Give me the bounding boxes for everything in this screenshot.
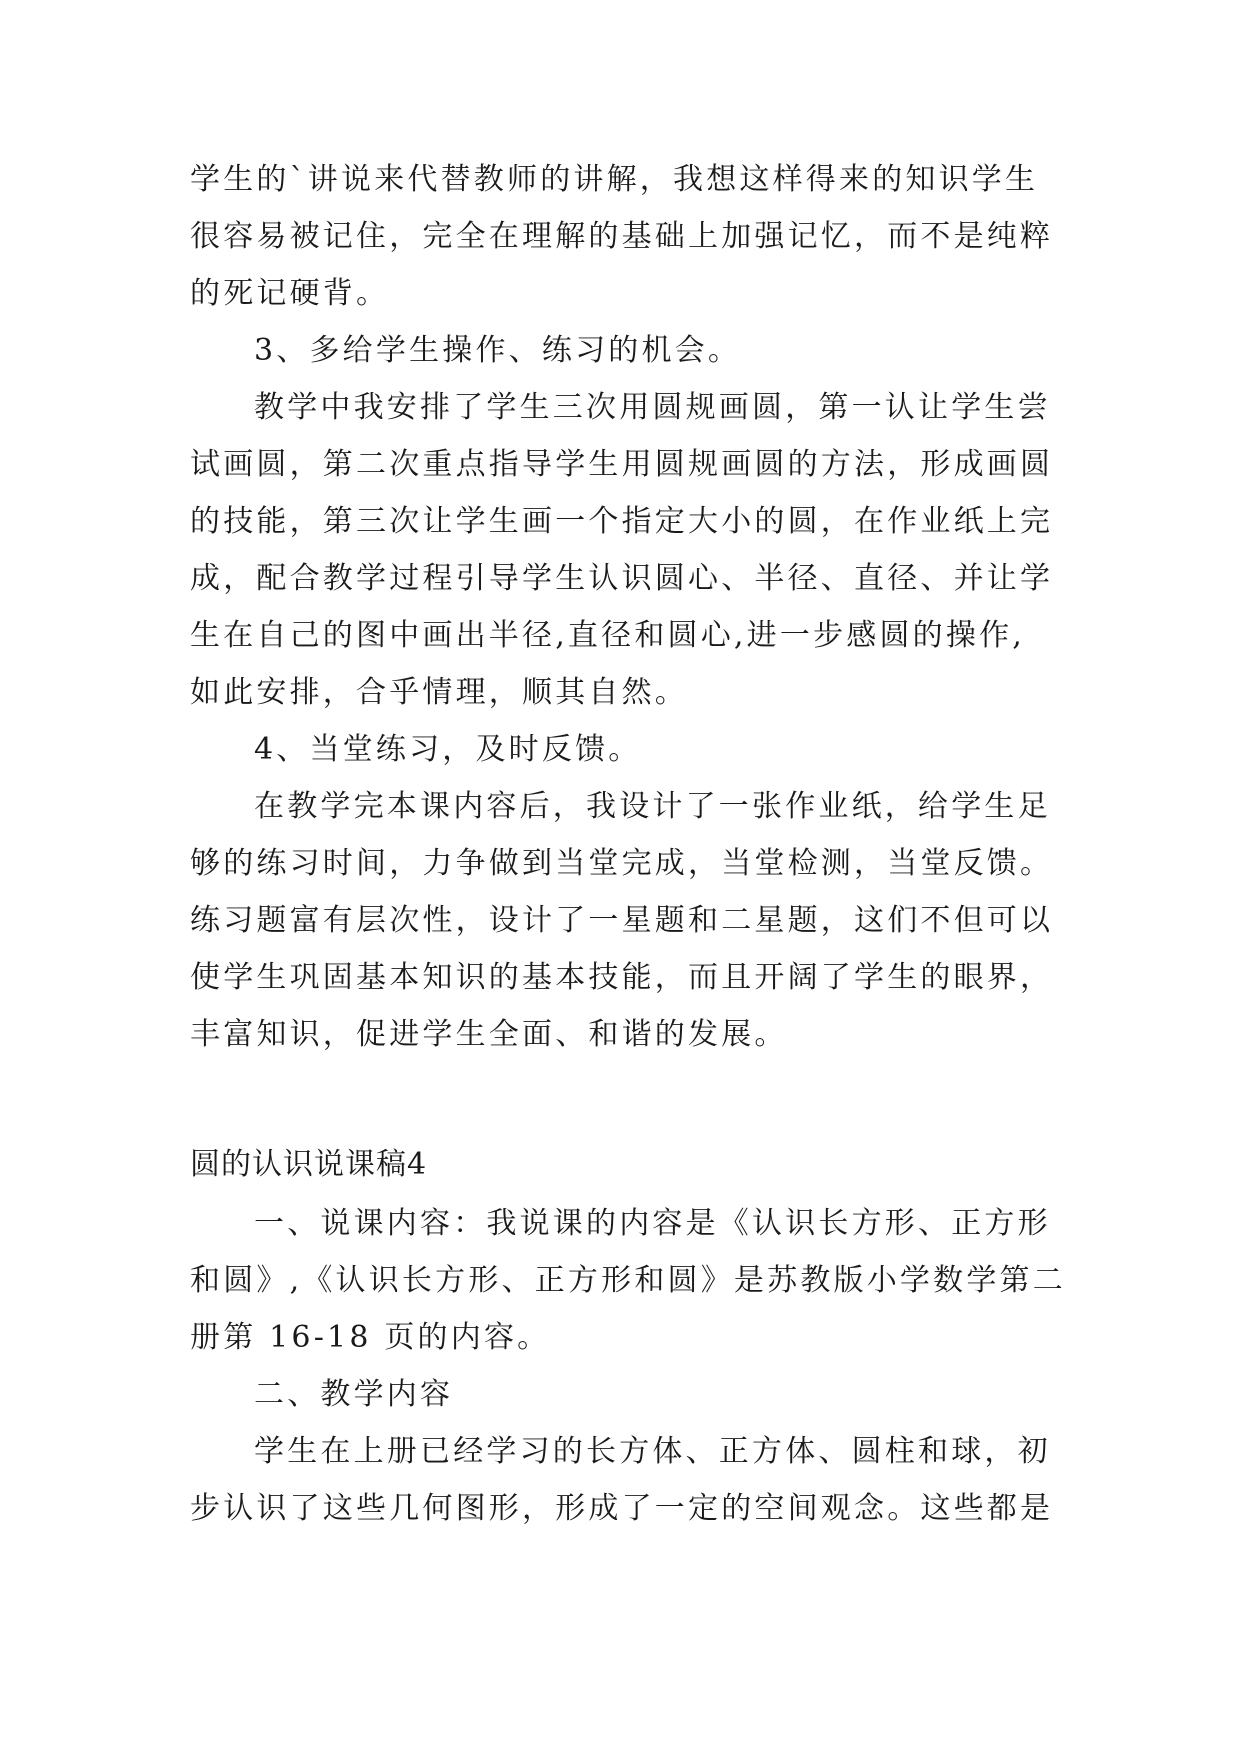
text-line: 步认识了这些几何图形，形成了一定的空间观念。这些都是 bbox=[190, 1491, 1054, 1526]
text-line: 成，配合教学过程引导学生认识圆心、半径、直径、并让学 bbox=[190, 561, 1054, 596]
text-line: 生在自己的图中画出半径,直径和圆心,进一步感圆的操作, bbox=[190, 618, 1026, 653]
text-line: 如此安排，合乎情理，顺其自然。 bbox=[190, 675, 688, 710]
text-line: 一、说课内容：我说课的内容是《认识长方形、正方形 bbox=[254, 1206, 1051, 1241]
text-line: 丰富知识，促进学生全面、和谐的发展。 bbox=[190, 1017, 788, 1052]
text-line: 教学中我安排了学生三次用圆规画圆，第一认让学生尝 bbox=[254, 390, 1051, 425]
text-line: 练习题富有层次性，设计了一星题和二星题，这们不但可以 bbox=[190, 903, 1054, 938]
list-item-heading: 4、当堂练习，及时反馈。 bbox=[254, 732, 642, 767]
text-line: 试画圆，第二次重点指导学生用圆规画圆的方法，形成画圆 bbox=[190, 447, 1054, 482]
list-item-heading: 3、多给学生操作、练习的机会。 bbox=[254, 333, 742, 368]
text-line: 学生的`讲说来代替教师的讲解，我想这样得来的知识学生 bbox=[190, 162, 1039, 197]
text-line: 的死记硬背。 bbox=[190, 276, 390, 311]
text-line: 使学生巩固基本知识的基本技能，而且开阔了学生的眼界， bbox=[190, 960, 1054, 995]
text-line: 册第 16-18 页的内容。 bbox=[190, 1320, 551, 1355]
text-line: 和圆》,《认识长方形、正方形和圆》是苏教版小学数学第二 bbox=[190, 1263, 1066, 1298]
section-title: 圆的认识说课稿4 bbox=[190, 1147, 428, 1182]
text-line: 很容易被记住，完全在理解的基础上加强记忆，而不是纯粹 bbox=[190, 219, 1054, 254]
text-line: 学生在上册已经学习的长方体、正方体、圆柱和球，初 bbox=[254, 1434, 1051, 1469]
text-line: 的技能，第三次让学生画一个指定大小的圆，在作业纸上完 bbox=[190, 504, 1054, 539]
text-line: 在教学完本课内容后，我设计了一张作业纸，给学生足 bbox=[254, 789, 1051, 824]
text-line: 够的练习时间，力争做到当堂完成，当堂检测，当堂反馈。 bbox=[190, 846, 1054, 881]
list-item-heading: 二、教学内容 bbox=[254, 1377, 454, 1412]
